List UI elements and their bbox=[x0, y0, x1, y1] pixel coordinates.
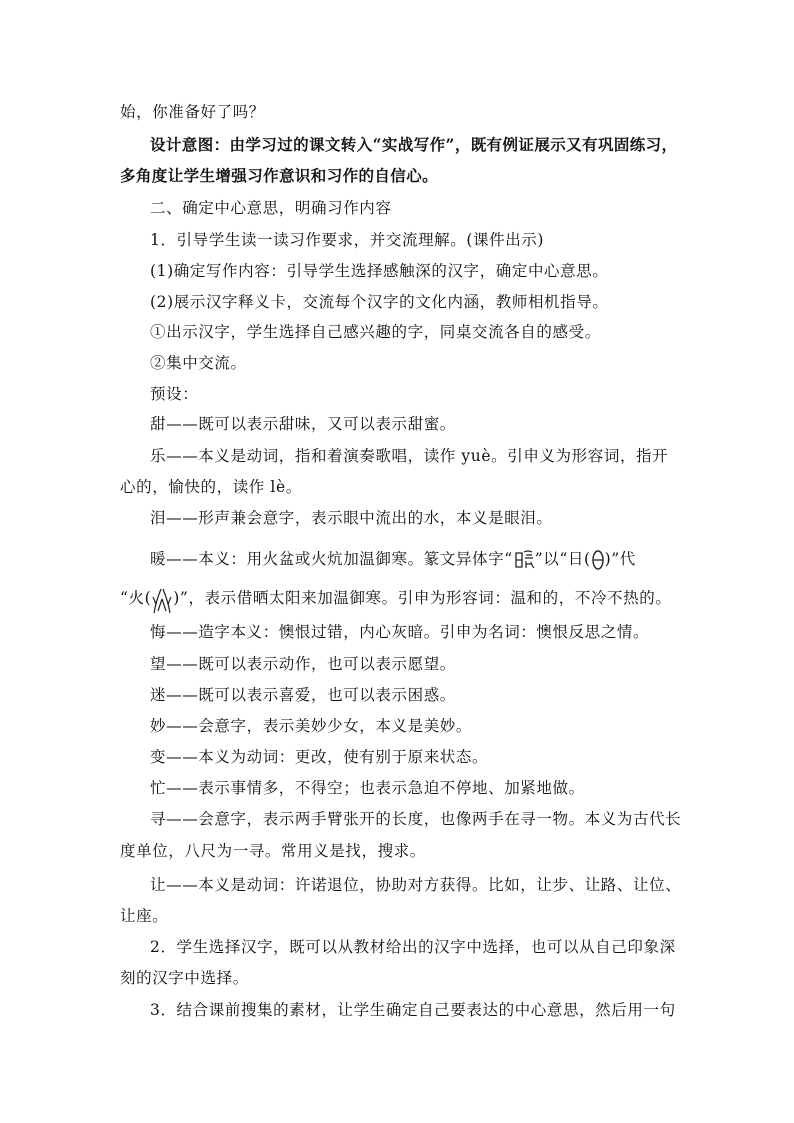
text-line: (2)展示汉字释义卡，交流每个汉字的文化内涵，教师相机指导。 bbox=[150, 293, 609, 311]
text-line: 2．学生选择汉字，既可以从教材给出的汉字中选择，也可以从自己印象深 bbox=[150, 938, 676, 956]
seal-script-sun-icon bbox=[591, 548, 605, 572]
text-segment: 暖——本义：用火盆或火炕加温御寒。篆文异体字“ bbox=[150, 550, 513, 568]
text-line: 心的，愉快的，读作 lè。 bbox=[120, 478, 302, 496]
text-line: 乐——本义是动词，指和着演奏歌唱，读作 yuè。引申义为形容词，指开 bbox=[150, 447, 669, 465]
text-line: 3．结合课前搜集的素材，让学生确定自己要表达的中心意思，然后用一句 bbox=[150, 1001, 676, 1019]
text-line: 妙——会意字，表示美妙少女，本义是美妙。 bbox=[150, 717, 473, 735]
text-line: 寻——会意字，表示两手臂张开的长度，也像两手在寻一物。本义为古代长 bbox=[150, 810, 682, 828]
text-line: 1．引导学生读一读习作要求，并交流理解。(课件出示) bbox=[150, 231, 545, 249]
text-line: 度单位，八尺为一寻。常用义是找，搜求。 bbox=[120, 842, 426, 860]
text-line: 让座。 bbox=[120, 907, 169, 925]
nuan-line-1 bbox=[150, 548, 710, 572]
text-line: 迷——既可以表示喜爱，也可以表示困惑。 bbox=[150, 686, 456, 704]
nuan-line-2 bbox=[120, 581, 680, 615]
text-line: 让——本义是动词：许诺退位，协助对方获得。比如，让步、让路、让位、 bbox=[150, 876, 682, 894]
text-line: 刻的汉字中选择。 bbox=[120, 969, 249, 987]
text-line: 泪——形声兼会意字，表示眼中流出的水，本义是眼泪。 bbox=[150, 509, 553, 527]
text-segment: “火( bbox=[120, 589, 152, 607]
text-segment: )”代 bbox=[604, 550, 636, 568]
text-line: (1)确定写作内容：引导学生选择感触深的汉字，确定中心意思。 bbox=[150, 262, 609, 280]
text-line: ①出示汉字，学生选择自己感兴趣的字，同桌交流各自的感受。 bbox=[150, 323, 601, 341]
text-line: 悔——造字本义：懊恨过错，内心灰暗。引申为名词：懊恨反思之情。 bbox=[150, 623, 650, 641]
text-segment: ”以“日( bbox=[534, 550, 591, 568]
text-line: 始，你准备好了吗？ bbox=[120, 103, 265, 121]
text-line: 望——既可以表示动作，也可以表示愿望。 bbox=[150, 655, 456, 673]
text-line: ②集中交流。 bbox=[150, 354, 247, 372]
text-line: 甜——既可以表示甜味，又可以表示甜蜜。 bbox=[150, 415, 456, 433]
design-intent-line: 设计意图：由学习过的课文转入“实战写作”，既有例证展示又有巩固练习， bbox=[150, 135, 678, 154]
text-line: 变——本义为动词：更改，使有别于原来状态。 bbox=[150, 748, 489, 766]
section-heading: 二、确定中心意思，明确习作内容 bbox=[150, 199, 392, 217]
text-line: 预设： bbox=[150, 385, 199, 403]
text-segment: )”，表示借晒太阳来加温御寒。引申为形容词：温和的，不冷不热的。 bbox=[173, 589, 672, 607]
design-intent-line: 多角度让学生增强习作意识和习作的自信心。 bbox=[120, 166, 439, 185]
seal-script-fire-icon bbox=[151, 583, 173, 615]
text-line: 忙——表示事情多，不得空；也表示急迫不停地、加紧地做。 bbox=[150, 779, 585, 797]
seal-script-nuan-icon bbox=[513, 548, 535, 572]
